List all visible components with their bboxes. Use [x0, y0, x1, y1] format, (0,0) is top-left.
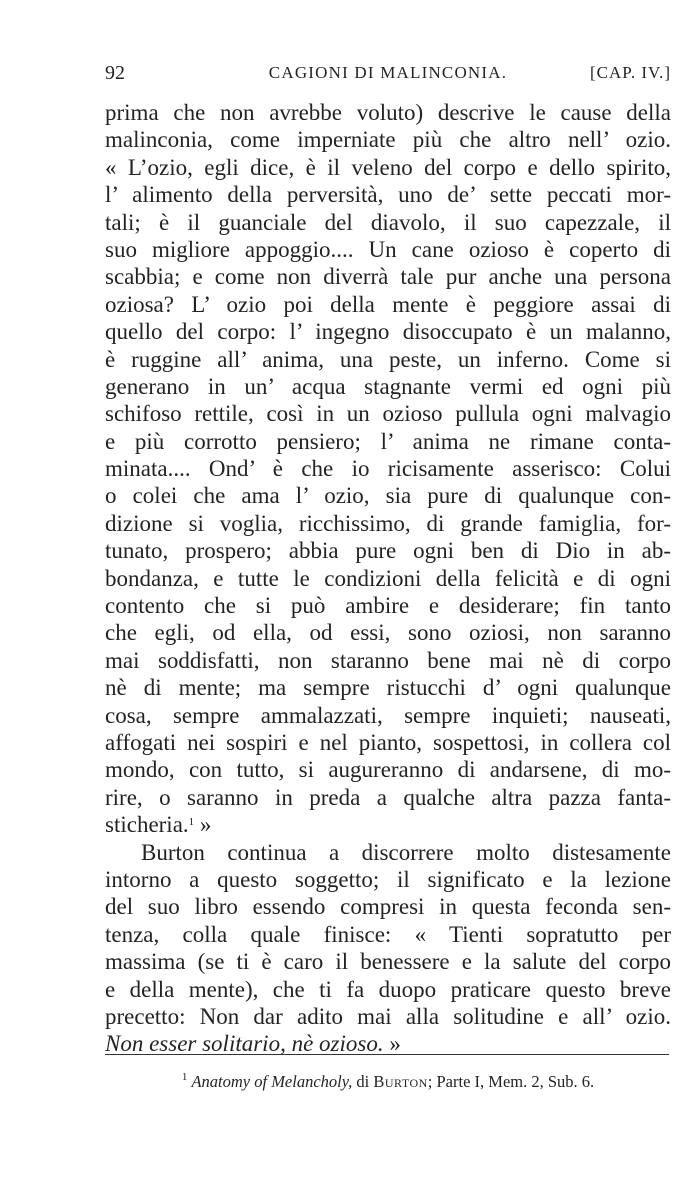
text-line: mai soddisfatti, non staranno bene mai nè di corpo [105, 647, 671, 673]
text-line: « L’ozio, egli dice, è il veleno del corpo e dello spirito, [105, 154, 671, 180]
closing-guillemet: » [194, 812, 212, 838]
text-line: quello del corpo: l’ ingegno disoccupato è un malanno, [105, 319, 671, 345]
chapter-label: [CAP. IV.] [589, 63, 671, 82]
footnote-marker: 1 [181, 1071, 188, 1083]
text-line: suo migliore appoggio.... Un cane ozioso è coperto di [105, 236, 671, 262]
text-line: del suo libro essendo compresi in questa feconda sen- [105, 894, 671, 920]
text-line: malinconia, come imperniate più che altro nell’ ozio. [105, 127, 671, 153]
footnote-reference-text: ; Parte I, Mem. 2, Sub. 6. [427, 1072, 595, 1091]
text-line: tali; è il guanciale del diavolo, il suo capezzale, il [105, 209, 671, 235]
text-line: che egli, od ella, od essi, sono oziosi, non saranno [105, 620, 671, 646]
text-line-end-quote [105, 811, 671, 838]
text-line: precetto: Non dar adito mai alla solitudine e all’ ozio. [105, 1003, 671, 1029]
running-head [105, 58, 671, 88]
paragraph-first-line: Burton continua a discorrere molto distesamente [141, 839, 671, 865]
italic-maxim: Non esser solitario, nè ozioso. [105, 1031, 384, 1057]
closing-guillemet: » [383, 1031, 401, 1057]
text-line: generano in un’ acqua stagnante vermi ed ogni più [105, 373, 671, 399]
text-line: massima (se ti è caro il benessere e la salute del corpo [105, 949, 671, 975]
text-line: o colei che ama l’ ozio, sia pure di qualunque con- [105, 483, 671, 509]
text-line: scabbia; e come non diverrà tale pur anche una persona [105, 264, 671, 290]
text-line: minata.... Ond’ è che io ricisamente asserisco: Colui [105, 456, 671, 482]
footnote-title: Anatomy of Melancholy, [191, 1072, 353, 1091]
footnote-author: Burton [373, 1072, 428, 1091]
text-line: contento che si può ambire e desiderare; fin tanto [105, 593, 671, 619]
text-line: mondo, con tutto, si augureranno di andarsene, di mo- [105, 757, 671, 783]
text-line: cosa, sempre ammalazzati, sempre inquieti; nauseati, [105, 702, 671, 728]
text-line: è ruggine all’ anima, una peste, un inferno. Come si [105, 346, 671, 372]
footnote-rule [105, 1054, 669, 1055]
text-line: l’ alimento della perversità, uno de’ sette peccati mor- [105, 182, 671, 208]
text-line: tunato, prospero; abbia pure ogni ben di Dio in ab- [105, 538, 671, 564]
text-line: tenza, colla quale finisce: « Tienti sopratutto per [105, 921, 671, 947]
text-line: prima che non avrebbe voluto) descrive le cause della [105, 100, 671, 125]
text-line: nè di mente; ma sempre ristucchi d’ ogni qualunque [105, 675, 671, 701]
text-line: rire, o saranno in preda a qualche altra pazza fanta- [105, 784, 671, 810]
footnote-reference: 1 [188, 816, 195, 829]
text-line: e della mente), che ti fa duopo praticare questo breve [105, 976, 671, 1002]
text-line: intorno a questo soggetto; il significato e la lezione [105, 866, 671, 892]
text-line: oziosa? L’ ozio poi della mente è peggiore assai di [105, 291, 671, 317]
text-line: schifoso rettile, così in un ozioso pullula ogni malvagio [105, 401, 671, 427]
running-title: CAGIONI DI MALINCONIA. [268, 63, 508, 82]
text-line: bondanza, e tutte le condizioni della felicità e di ogni [105, 565, 671, 591]
footnote [105, 1070, 671, 1094]
text-line: e più corrotto pensiero; l’ anima ne rimane conta- [105, 428, 671, 454]
text-line: dizione si voglia, ricchissimo, di grande famiglia, for- [105, 510, 671, 536]
page-number: 92 [105, 62, 125, 84]
line-text: sticheria. [105, 812, 189, 838]
text-line: affogati nei sospiri e nel pianto, sospettosi, in collera col [105, 729, 671, 755]
body-text [105, 99, 671, 1058]
footnote-di: di [352, 1072, 374, 1091]
